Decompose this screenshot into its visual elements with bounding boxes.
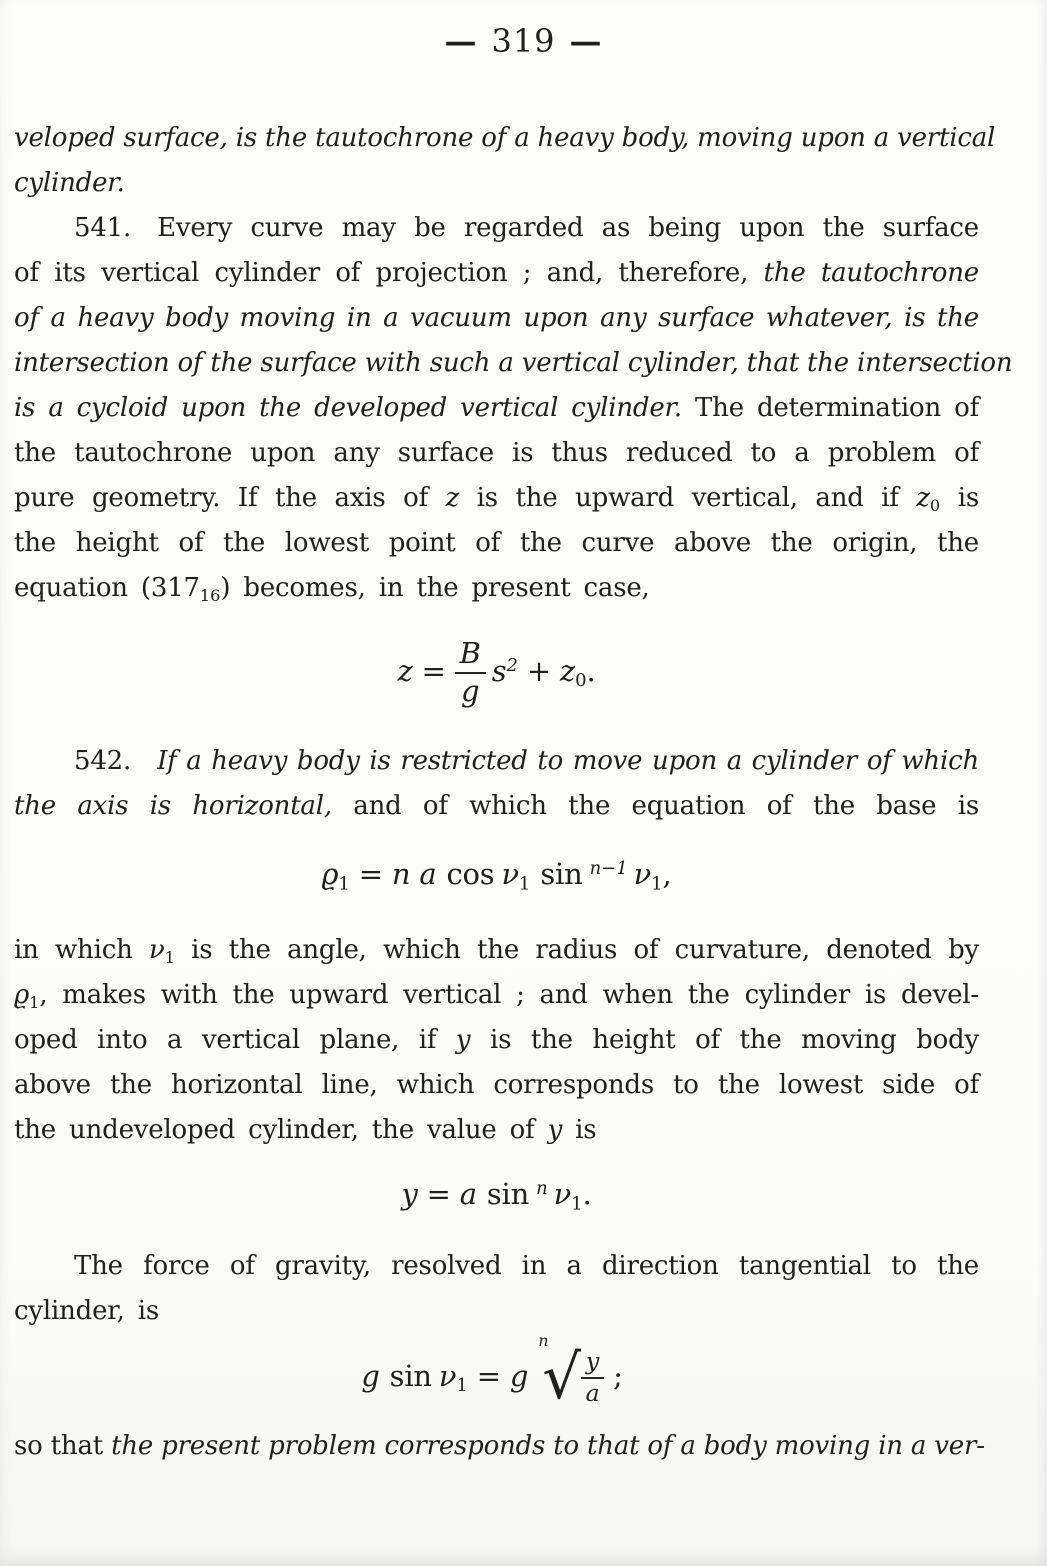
math-subscript: 1	[29, 992, 40, 1012]
math-var: y	[401, 1176, 418, 1211]
text-line-541-5	[14, 386, 979, 431]
nth-root	[538, 1331, 604, 1414]
fraction-y-over-a	[581, 1348, 604, 1408]
italic-segment: veloped surface, is the tautochrone of a heavy body, moving upon a vertical	[14, 123, 996, 153]
header-dash-left: —	[444, 22, 478, 60]
section-number-542: 542.	[74, 745, 132, 776]
roman-segment: ) becomes, in the present case,	[220, 573, 650, 603]
fraction-denominator: g	[461, 674, 480, 709]
math-subscript: 1	[164, 947, 175, 967]
math-var-nu: ν	[148, 934, 165, 965]
equals-sign: =	[476, 1358, 501, 1393]
math-subscript: 1	[651, 873, 663, 895]
text-line-541-7	[14, 476, 979, 521]
roman-segment: , makes with the upward vertical ; and when the cylinder is devel-	[39, 979, 979, 1010]
math-var-nu: ν	[553, 1176, 572, 1211]
sin-function: sin	[389, 1358, 432, 1393]
math-coefficient: n a	[391, 856, 437, 891]
text-line-after2-4	[14, 1063, 979, 1108]
italic-segment: If a heavy body is restricted to move upon a cylinder of which	[157, 745, 979, 776]
text-line-541-9	[14, 566, 979, 611]
text-line-after2-5	[14, 1108, 979, 1153]
roman-segment: the height of the lowest point of the curve above the origin, the	[14, 528, 979, 558]
italic-segment: of a heavy body moving in a vacuum upon any surface whatever, is the	[14, 303, 979, 333]
text-line-cont-2	[14, 161, 979, 206]
comma: ,	[662, 856, 672, 891]
roman-segment: is the angle, which the radius of curvature, denoted by	[174, 934, 979, 965]
roman-segment: is	[940, 483, 979, 513]
text-line-541-2	[14, 251, 979, 296]
cos-function: cos	[446, 856, 495, 891]
math-var-z0: z	[916, 483, 930, 513]
math-var-rho: ϱ	[321, 856, 339, 891]
math-exponent: n	[536, 1177, 548, 1199]
roman-segment: The determination of	[681, 393, 979, 423]
roman-segment: is the upward vertical, and if	[459, 483, 917, 513]
roman-segment: the undeveloped cylinder, the value of	[14, 1114, 548, 1145]
text-line-grav-1	[14, 1244, 979, 1289]
text-line-542-2	[14, 784, 979, 829]
period: .	[582, 1176, 592, 1211]
equation-z-cycloid	[14, 637, 979, 709]
math-var-nu: ν	[438, 1358, 457, 1393]
math-var-z: z	[445, 483, 460, 513]
text-line-541-8	[14, 521, 979, 566]
roman-segment: is	[562, 1114, 597, 1145]
sin-function: sin	[540, 856, 583, 891]
roman-segment: cylinder, is	[14, 1296, 160, 1327]
equation-tangential-gravity	[14, 1331, 979, 1414]
text-line-after2-2	[14, 973, 979, 1018]
fraction-B-over-g	[455, 637, 486, 709]
text-line-cont-1	[14, 116, 996, 161]
equals-sign: =	[421, 653, 446, 688]
page-body	[14, 116, 1013, 1469]
math-exponent: n−1	[589, 857, 628, 879]
math-var-nu: ν	[501, 856, 519, 891]
math-exponent: 2	[506, 654, 518, 676]
math-var: z	[560, 653, 576, 688]
italic-segment: cylinder.	[14, 168, 125, 198]
text-line-541-3	[14, 296, 979, 341]
math-var: a	[459, 1176, 477, 1211]
text-line-541-1	[14, 206, 979, 251]
text-line-541-4	[14, 341, 1013, 386]
period: .	[586, 653, 596, 688]
math-subscript: 1	[338, 873, 350, 895]
math-var-g: g	[509, 1358, 529, 1393]
roman-segment: above the horizontal line, which corresponds to the lowest side of	[14, 1069, 979, 1100]
math-subscript: 0	[575, 670, 587, 692]
page-header	[0, 0, 1047, 60]
roman-segment: Every curve may be regarded as being upon the surface	[157, 213, 979, 243]
math-var-g: g	[361, 1358, 380, 1393]
header-dash-right: —	[569, 22, 603, 60]
equation-base-curve	[14, 856, 979, 895]
roman-segment: equation (317	[14, 573, 200, 603]
italic-segment: intersection of the surface with such a vertical cylinder, that the intersection	[14, 348, 1013, 378]
roman-segment: in which	[14, 934, 149, 965]
fraction-numerator: B	[455, 637, 486, 674]
radical-sign: √	[542, 1342, 581, 1414]
roman-segment: of its vertical cylinder of projection ; and, therefore,	[14, 258, 764, 288]
text-line-after2-3	[14, 1018, 979, 1063]
equals-sign: =	[426, 1176, 451, 1211]
roman-segment: the tautochrone upon any surface is thus reduced to a problem of	[14, 438, 979, 468]
roman-segment: so that	[14, 1430, 112, 1461]
roman-segment: and of which the equation of the base is	[331, 790, 979, 821]
root-index: n	[538, 1331, 549, 1351]
math-var-nu: ν	[633, 856, 652, 891]
text-line-541-6	[14, 431, 979, 476]
math-var-rho: ϱ	[14, 979, 30, 1010]
math-subscript: 1	[456, 1375, 468, 1397]
italic-segment: is a cycloid upon the developed vertical cylinder.	[14, 393, 682, 423]
sin-function: sin	[486, 1176, 530, 1211]
math-subscript: 1	[571, 1193, 583, 1215]
italic-segment: the tautochrone	[763, 258, 979, 288]
math-subscript: 0	[929, 495, 941, 515]
text-line-grav-2	[14, 1289, 979, 1334]
math-var: z	[397, 653, 413, 688]
section-number-541: 541.	[74, 213, 132, 243]
text-line-final	[14, 1424, 985, 1469]
math-var-y: y	[455, 1024, 471, 1055]
text-line-542-1	[14, 739, 979, 784]
fraction-numerator: y	[581, 1348, 604, 1379]
italic-segment: the axis is horizontal,	[14, 790, 332, 821]
equals-sign: =	[358, 856, 383, 891]
text-line-after2-1	[14, 928, 979, 973]
math-var: s	[491, 653, 507, 688]
equation-height-y	[14, 1176, 979, 1215]
math-var-y: y	[547, 1114, 563, 1145]
roman-segment: pure geometry. If the axis of	[14, 483, 446, 513]
fraction-denominator: a	[585, 1379, 600, 1408]
roman-segment: is the height of the moving body	[470, 1024, 979, 1055]
roman-segment: The force of gravity, resolved in a direction tangential to the	[74, 1251, 979, 1282]
page-number: 319	[491, 22, 556, 60]
italic-segment: the present problem corresponds to that of a body moving in a ver-	[111, 1430, 985, 1461]
roman-segment: oped into a vertical plane, if	[14, 1024, 456, 1055]
semicolon: ;	[613, 1358, 623, 1393]
plus-sign: +	[526, 653, 551, 688]
math-subscript: 1	[518, 873, 531, 895]
equation-ref-subscript: 16	[199, 585, 221, 605]
